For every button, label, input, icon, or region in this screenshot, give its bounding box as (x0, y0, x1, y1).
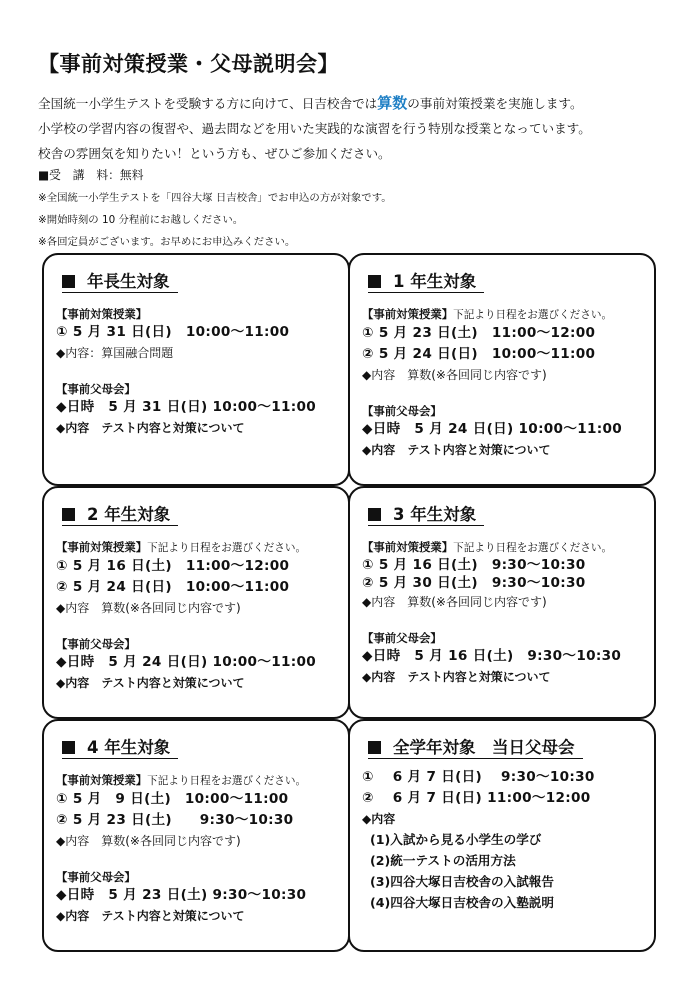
class-label: 【事前対策授業】 (56, 307, 148, 321)
intro-text (38, 91, 678, 166)
session-2: ② 5 月 30 日(土) 9:30〜10:30 (362, 575, 586, 591)
box-heading: 全学年対象 当日父母会 (368, 737, 583, 759)
square-bullet-icon (368, 275, 381, 288)
list-item: (2)統一テストの活用方法 (370, 853, 516, 868)
parent-label: 【事前父母会】 (56, 382, 136, 396)
session-2: ② 5 月 24 日(日) 10:00〜11:00 (362, 346, 596, 362)
box-heading: 2 年生対象 (62, 504, 178, 526)
intro-line-1: 全国統一小学生テストを受験する方に向けて、日吉校舎では算数の事前対策授業を実施します。 (38, 94, 583, 112)
box-heading: 4 年生対象 (62, 737, 178, 759)
square-bullet-icon (368, 508, 381, 521)
box-grade-1 (348, 253, 656, 486)
note-3: ※各回定員がございます。お早めにお申込みください。 (38, 236, 296, 248)
note-1: ※全国統一小学生テストを「四谷大塚 日吉校舎」でお申込の方が対象です。 (38, 192, 392, 204)
session-1: ① 5 月 16 日(土) 11:00〜12:00 (56, 558, 290, 574)
box-heading: 1 年生対象 (368, 271, 484, 293)
session-2: ② 5 月 23 日(土) 9:30〜10:30 (56, 812, 294, 828)
parent-content: ◆内容 テスト内容と対策について (56, 909, 245, 923)
session-1: ① 6 月 7 日(日) 9:30〜10:30 (362, 769, 595, 785)
box-grade-2 (42, 486, 350, 719)
page-title: 【事前対策授業・父母説明会】 (38, 52, 339, 76)
intro-line-3: 校舎の雰囲気を知りたい！という方も、ぜひご参加ください。 (38, 146, 391, 161)
parent-content: ◆内容 テスト内容と対策について (56, 421, 245, 435)
note-2: ※開始時刻の 10 分程前にお越しください。 (38, 214, 244, 226)
box-all-grades (348, 719, 656, 952)
session-1: ① 5 月 9 日(土) 10:00〜11:00 (56, 791, 289, 807)
parent-content: ◆内容 テスト内容と対策について (362, 443, 551, 457)
parent-label: 【事前父母会】 (56, 870, 136, 884)
session-1: ① 5 月 23 日(土) 11:00〜12:00 (362, 325, 596, 341)
box-nencho (42, 253, 350, 486)
parent-label: 【事前父母会】 (362, 404, 442, 418)
square-bullet-icon (62, 275, 75, 288)
session-2: ② 6 月 7 日(日) 11:00〜12:00 (362, 790, 591, 806)
class-content: ◆内容：算国融合問題 (56, 346, 174, 360)
session-2: ② 5 月 24 日(日) 10:00〜11:00 (56, 579, 290, 595)
parent-label: 【事前父母会】 (362, 631, 442, 645)
class-content: ◆内容 算数(※各回同じ内容です) (362, 595, 547, 609)
parent-date: ◆日時 5 月 16 日(土) 9:30〜10:30 (362, 648, 622, 664)
square-bullet-icon (62, 741, 75, 754)
parent-date: ◆日時 5 月 31 日(日) 10:00〜11:00 (56, 399, 316, 415)
list-item: (3)四谷大塚日吉校舎の入試報告 (370, 874, 554, 889)
parent-date: ◆日時 5 月 24 日(日) 10:00〜11:00 (362, 421, 622, 437)
class-label: 【事前対策授業】下記より日程をお選びください。 (362, 307, 613, 321)
parent-date: ◆日時 5 月 24 日(日) 10:00〜11:00 (56, 654, 316, 670)
class-label: 【事前対策授業】下記より日程をお選びください。 (56, 540, 307, 554)
parent-content: ◆内容 テスト内容と対策について (362, 670, 551, 684)
box-grade-4 (42, 719, 350, 952)
intro-line-2: 小学校の学習内容の復習や、過去問などを用いた実践的な演習を行う特別な授業となっています。 (38, 121, 591, 136)
class-content: ◆内容 算数(※各回同じ内容です) (362, 368, 547, 382)
class-label: 【事前対策授業】下記より日程をお選びください。 (362, 540, 613, 554)
box-heading: 年長生対象 (62, 271, 178, 293)
box-heading: 3 年生対象 (368, 504, 484, 526)
parent-date: ◆日時 5 月 23 日(土) 9:30〜10:30 (56, 887, 307, 903)
parent-label: 【事前父母会】 (56, 637, 136, 651)
fee-info: ■受 講 料：無料 (38, 168, 144, 182)
session-1: ① 5 月 31 日(日) 10:00〜11:00 (56, 324, 290, 340)
session-1: ① 5 月 16 日(土) 9:30〜10:30 (362, 557, 586, 573)
class-label: 【事前対策授業】下記より日程をお選びください。 (56, 773, 307, 787)
box-grade-3 (348, 486, 656, 719)
square-bullet-icon (62, 508, 75, 521)
class-content: ◆内容 算数(※各回同じ内容です) (56, 601, 241, 615)
parent-content: ◆内容 テスト内容と対策について (56, 676, 245, 690)
list-item: (4)四谷大塚日吉校舎の入塾説明 (370, 895, 554, 910)
square-bullet-icon (368, 741, 381, 754)
subject-highlight: 算数 (377, 94, 408, 112)
class-content: ◆内容 算数(※各回同じ内容です) (56, 834, 241, 848)
list-item: (1)入試から見る小学生の学び (370, 832, 542, 847)
content-label: ◆内容 (362, 812, 396, 826)
